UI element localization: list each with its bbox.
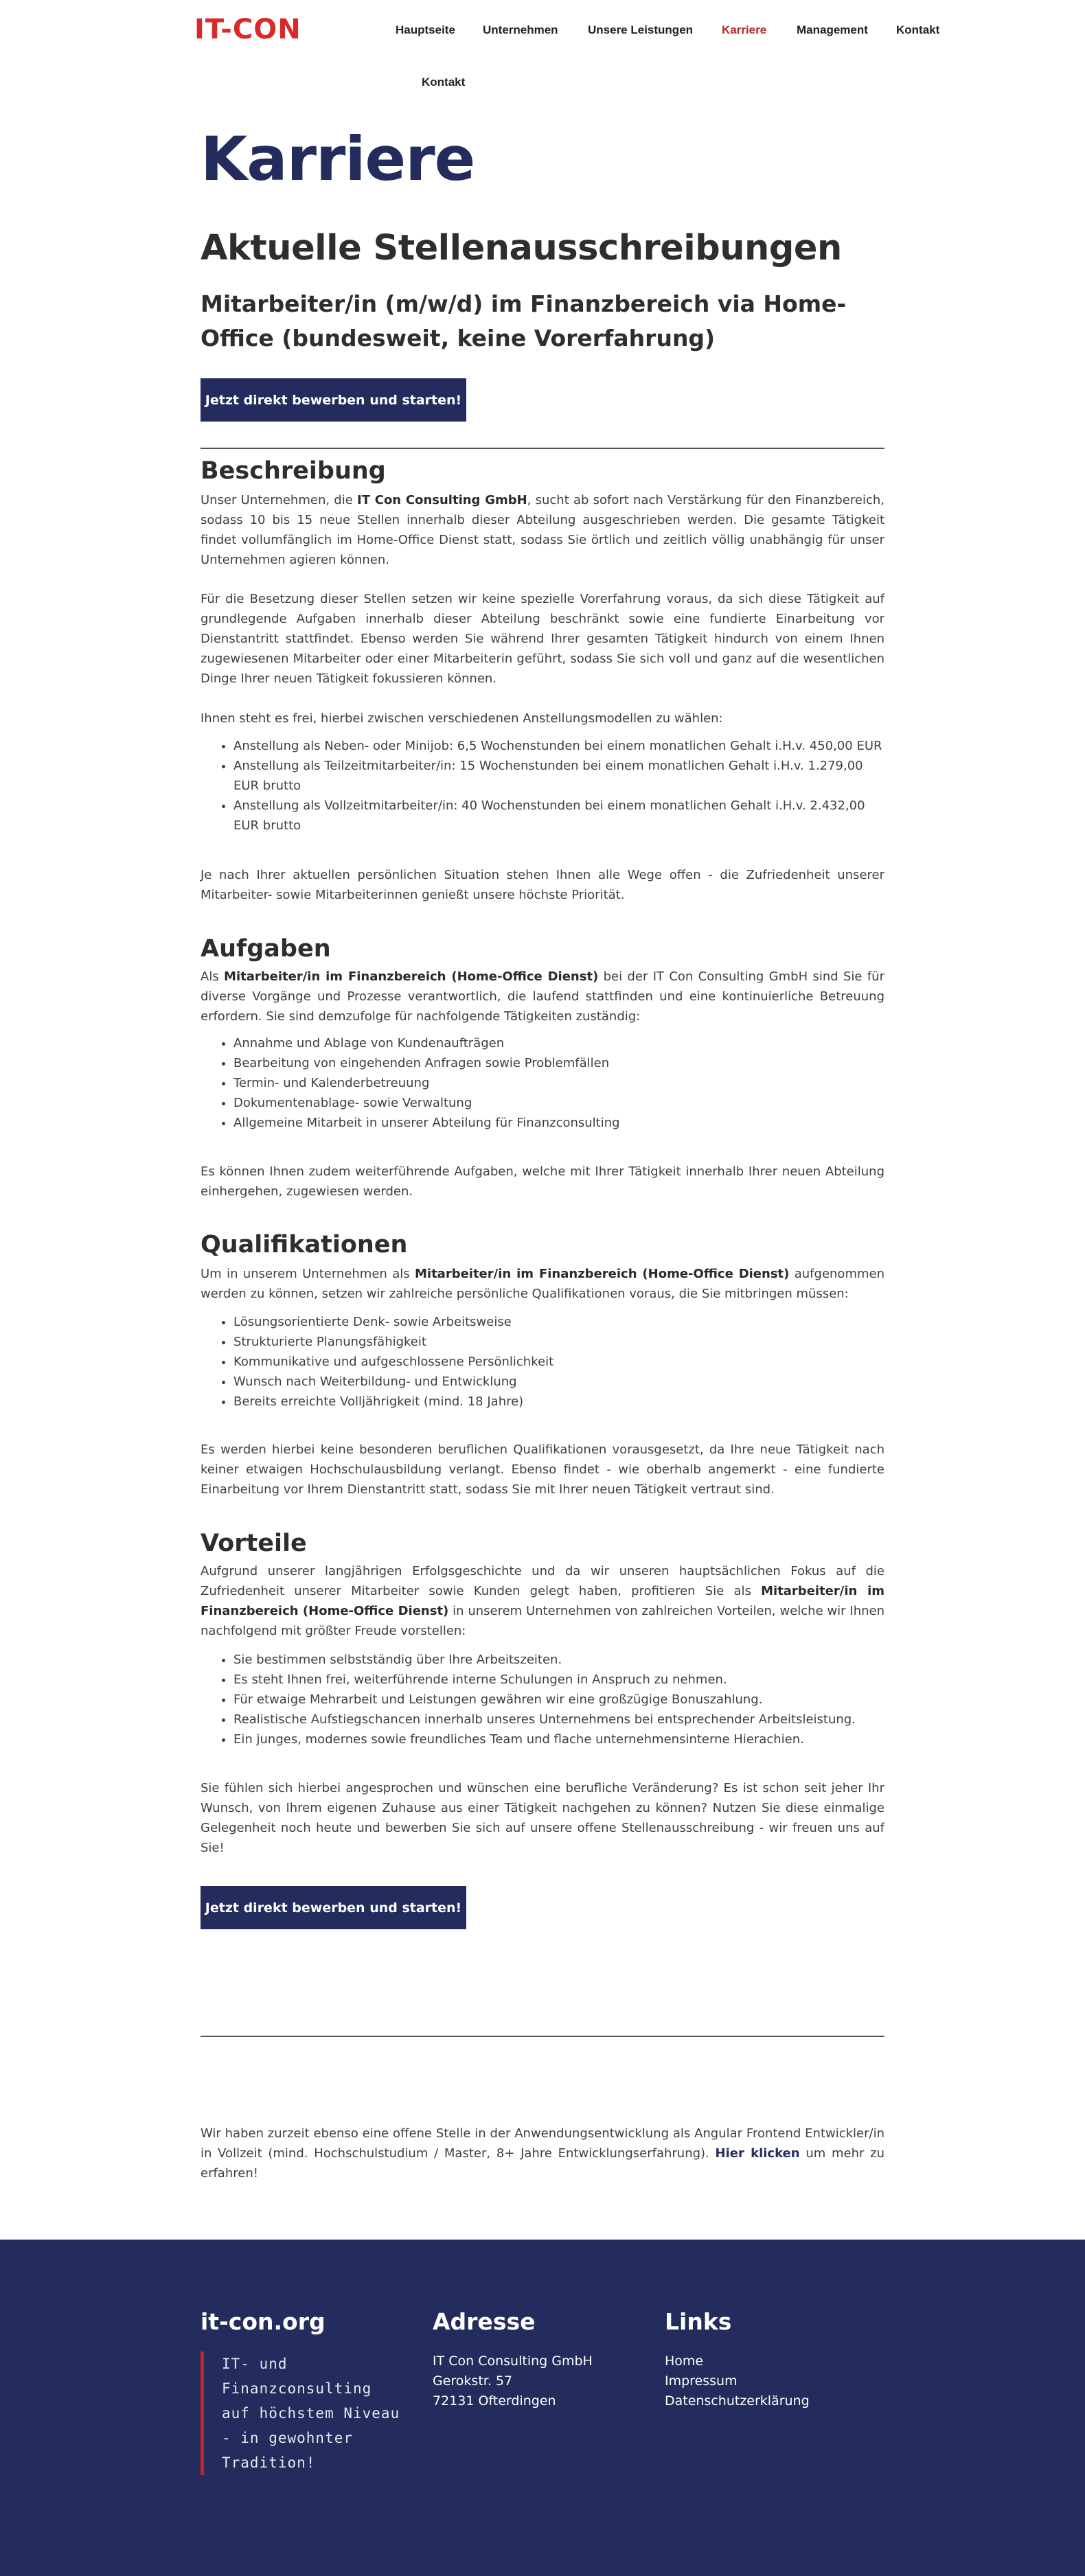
list-item: • Bereits erreichte Volljährigkeit (mind. 18 Jahre) xyxy=(233,1392,884,1412)
nav-item-karriere[interactable]: Karriere xyxy=(722,23,767,36)
beschreibung-paragraph-4: Je nach Ihrer aktuellen persönlichen Situation stehen Ihnen alle Wege offen - die Zufriedenheit unserer Mitarbeiter- sowie Mitarbeiterinnen genießt unsere höchste Priorität. xyxy=(201,868,884,902)
vorteile-paragraph-1: Aufgrund unserer langjährigen Erfolgsgeschichte und da wir unseren hauptsächlichen Fokus auf die Zufriedenheit unserer Mitarbeiter sowie Kunden gelegt haben, profitieren Sie als Mitarbeiter/in im Finanzbereich (Home-Office Dienst) in unserem Unternehmen von zahlreichen Vorteilen, welche wir Ihnen nachfolgend mit größter Freude vorstellen: xyxy=(201,1564,884,1638)
aufgaben-list xyxy=(233,1033,884,1133)
list-item: • Anstellung als Vollzeitmitarbeiter/in: 40 Wochenstunden bei einem monatlichen Gehalt i.H.v. 2.432,00 EUR brutto xyxy=(233,796,884,836)
site-logo[interactable]: IT-CON xyxy=(194,14,301,45)
qualifikationen-list xyxy=(233,1312,884,1412)
site-footer xyxy=(0,2240,1085,2576)
list-item: • Sie bestimmen selbstständig über Ihre Arbeitszeiten. xyxy=(233,1650,884,1670)
qualifikationen-paragraph-1: Um in unserem Unternehmen als Mitarbeiter/in im Finanzbereich (Home-Office Dienst) aufgenommen werden zu können, setzen wir zahlreiche persönliche Qualifikationen voraus, die Sie mitbringen müssen: xyxy=(201,1267,884,1301)
footer-col-links xyxy=(665,2308,810,2411)
nav-item-management[interactable]: Management xyxy=(797,23,868,36)
footer-about-title: it-con.org xyxy=(201,2308,326,2335)
beschreibung-paragraph-1: Unser Unternehmen, die IT Con Consulting GmbH, sucht ab sofort nach Verstärkung für den Finanzbereich, sodass 10 bis 15 neue Stellen innerhalb dieser Abteilung ausgeschrieben werden. Die gesamte Tätigkeit findet vollumfänglich im Home-Office Dienst statt, sodass Sie örtlich und zeitlich völlig unabhängig für unser Unternehmen agieren können. xyxy=(201,493,884,567)
list-item: • Wunsch nach Weiterbildung- und Entwicklung xyxy=(233,1372,884,1392)
apply-button-top[interactable]: Jetzt direkt bewerben und starten! xyxy=(201,378,466,422)
list-item: • Bearbeitung von eingehenden Anfragen sowie Problemfällen xyxy=(233,1053,884,1073)
list-item: • Ein junges, modernes sowie freundliches Team und flache unternehmensinterne Hierachien. xyxy=(233,1729,884,1749)
nav-item-leistungen[interactable]: Unsere Leistungen xyxy=(588,23,694,36)
address-line: IT Con Consulting GmbH xyxy=(433,2354,593,2369)
list-item: • Anstellung als Neben- oder Minijob: 6,5 Wochenstunden bei einem monatlichen Gehalt i.H.v. 450,00 EUR xyxy=(233,736,884,756)
more-info-link[interactable]: Hier klicken xyxy=(715,2146,800,2161)
divider xyxy=(201,2036,884,2037)
footer-address-title: Adresse xyxy=(433,2308,536,2335)
list-item: • Kommunikative und aufgeschlossene Persönlichkeit xyxy=(233,1352,884,1372)
heading-beschreibung: Beschreibung xyxy=(201,457,386,485)
footer-link-impressum[interactable]: Impressum xyxy=(665,2373,738,2389)
site-header xyxy=(0,0,1085,103)
vorteile-list xyxy=(233,1650,884,1749)
apply-button-bottom[interactable]: Jetzt direkt bewerben und starten! xyxy=(201,1886,466,1929)
list-item: • Realistische Aufstiegschancen innerhalb unseres Unternehmens bei entsprechender Arbeitsleistung. xyxy=(233,1710,884,1729)
footer-links-title: Links xyxy=(665,2308,732,2335)
list-item: • Strukturierte Planungsfähigkeit xyxy=(233,1332,884,1352)
list-item: • Lösungsorientierte Denk- sowie Arbeitsweise xyxy=(233,1312,884,1332)
nav-item-kontakt-2[interactable]: Kontakt xyxy=(422,76,466,89)
footer-quote: IT- und Finanzconsulting auf höchstem Niveau - in gewohnter Tradition! xyxy=(201,2351,407,2475)
beschreibung-paragraph-3: Ihnen steht es frei, hierbei zwischen verschiedenen Anstellungsmodellen zu wählen: xyxy=(201,711,723,726)
list-item: • Annahme und Ablage von Kundenaufträgen xyxy=(233,1033,884,1053)
footer-col-address xyxy=(433,2308,593,2411)
heading-qualifikationen: Qualifikationen xyxy=(201,1231,408,1258)
nav-item-hauptseite[interactable]: Hauptseite xyxy=(396,23,455,36)
employment-models-list xyxy=(233,736,884,836)
heading-vorteile: Vorteile xyxy=(201,1530,307,1557)
nav-item-unternehmen[interactable]: Unternehmen xyxy=(483,23,558,36)
beschreibung-paragraph-2: Für die Besetzung dieser Stellen setzen wir keine spezielle Vorerfahrung voraus, da sich diese Tätigkeit auf grundlegende Aufgaben innerhalb dieser Abteilung beschränkt sowie eine fundierte Einarbeitung vor Dienstantritt stattfindet. Ebenso werden Sie während Ihrer gesamten Tätigkeit hindurch von einem Ihnen zugewiesenen Mitarbeiter oder einer Mitarbeiterin geführt, sodass Sie sich voll und ganz auf die wesentlichen Dinge Ihrer neuen Tätigkeit fokussieren können. xyxy=(201,592,884,686)
other-job-paragraph: Wir haben zurzeit ebenso eine offene Stelle in der Anwendungsentwicklung als Angular Frontend Entwickler/in in Vollzeit (mind. Hochschulstudium / Master, 8+ Jahre Entwicklungserfahrung). Hier klicken um mehr zu erfahren! xyxy=(201,2126,884,2181)
aufgaben-paragraph-1: Als Mitarbeiter/in im Finanzbereich (Home-Office Dienst) bei der IT Con Consulting GmbH sind Sie für diverse Vorgänge und Prozesse verantwortlich, die laufend stattfinden und eine kontinuierliche Betreuung erfordern. Sie sind demzufolge für nachfolgende Tätigkeiten zuständig: xyxy=(201,969,884,1024)
address-line: 72131 Ofterdingen xyxy=(433,2393,556,2408)
address-line: Gerokstr. 57 xyxy=(433,2373,513,2389)
divider xyxy=(201,448,884,449)
job-title: Mitarbeiter/in (m/w/d) im Finanzbereich via Home-Office (bundesweit, keine Vorerfahrung) xyxy=(201,290,847,352)
heading-aufgaben: Aufgaben xyxy=(201,935,331,963)
footer-col-about xyxy=(201,2308,407,2475)
qualifikationen-paragraph-2: Es werden hierbei keine besonderen beruflichen Qualifikationen vorausgesetzt, da Ihre neue Tätigkeit nach keiner etwaigen Hochschulausbildung verlangt. Ebenso findet - wie oberhalb angemerkt - eine fundierte Einarbeitung vor Ihrem Dienstantritt statt, sodass Sie mit Ihrer neuen Tätigkeit vertraut sind. xyxy=(201,1442,884,1497)
page-title: Karriere xyxy=(201,124,475,194)
vorteile-paragraph-2: Sie fühlen sich hierbei angesprochen und wünschen eine berufliche Veränderung? Es ist schon seit jeher Ihr Wunsch, von Ihrem eigenen Zuhause aus einer Tätigkeit nachgehen zu können? Nutzen Sie diese einmalige Gelegenheit noch heute und bewerben Sie sich auf unsere offene Stellenausschreibung - wir freuen uns auf Sie! xyxy=(201,1781,884,1855)
aufgaben-paragraph-2: Es können Ihnen zudem weiterführende Aufgaben, welche mit Ihrer Tätigkeit innerhalb Ihrer neuen Abteilung einhergehen, zugewiesen werden. xyxy=(201,1164,884,1199)
section-title: Aktuelle Stellenausschreibungen xyxy=(201,228,842,268)
list-item: • Termin- und Kalenderbetreuung xyxy=(233,1073,884,1093)
list-item: • Es steht Ihnen frei, weiterführende interne Schulungen in Anspruch zu nehmen. xyxy=(233,1670,884,1690)
nav-item-kontakt[interactable]: Kontakt xyxy=(896,23,940,36)
list-item: • Dokumentenablage- sowie Verwaltung xyxy=(233,1093,884,1113)
list-item: • Allgemeine Mitarbeit in unserer Abteilung für Finanzconsulting xyxy=(233,1113,884,1133)
list-item: • Für etwaige Mehrarbeit und Leistungen gewähren wir eine großzügige Bonuszahlung. xyxy=(233,1690,884,1710)
footer-link-datenschutz[interactable]: Datenschutzerklärung xyxy=(665,2393,810,2408)
list-item: • Anstellung als Teilzeitmitarbeiter/in: 15 Wochenstunden bei einem monatlichen Gehalt i.H.v. 1.279,00 EUR brutto xyxy=(233,756,884,796)
footer-link-home[interactable]: Home xyxy=(665,2354,704,2369)
